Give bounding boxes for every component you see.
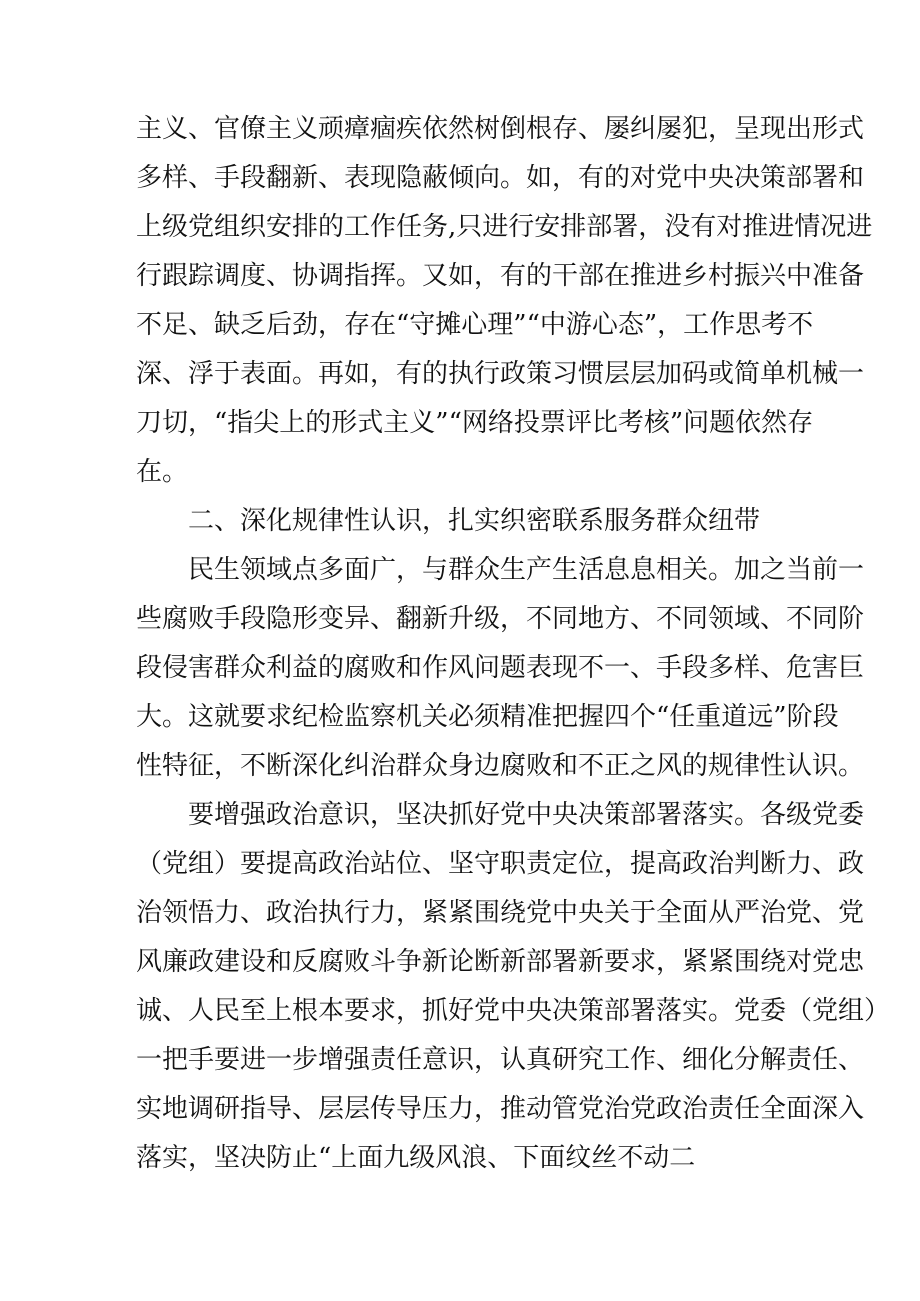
text-line: 多样、手段翻新、表现隐蔽倾向。如，有的对党中央决策部署和 xyxy=(136,163,865,193)
text-line: 民生领域点多面广，与群众生产生活息息相关。加之当前一 xyxy=(188,555,865,585)
text-line: 一把手要进一步增强责任意识，认真研究工作、细化分解责任、 xyxy=(136,1045,865,1075)
text-line: （党组）要提高政治站位、坚守职责定位，提高政治判断力、政 xyxy=(136,849,865,879)
text-line: 刀切，“指尖上的形式主义”“网络投票评比考核”问题依然存 xyxy=(136,408,814,438)
text-line: 行跟踪调度、协调指挥。又如，有的干部在推进乡村振兴中准备 xyxy=(136,261,865,291)
text-line: 大。这就要求纪检监察机关必须精准把握四个“任重道远”阶段 xyxy=(136,702,839,732)
text-line: 风廉政建设和反腐败斗争新论断新部署新要求，紧紧围绕对党忠 xyxy=(136,947,865,977)
text-line: 治领悟力、政治执行力，紧紧围绕党中央关于全面从严治党、党 xyxy=(136,898,865,928)
text-line: 要增强政治意识，坚决抓好党中央决策部署落实。各级党委 xyxy=(188,800,865,830)
text-line: 诚、人民至上根本要求，抓好党中央决策部署落实。党委（党组） xyxy=(136,996,891,1026)
text-line: 上级党组织安排的工作任务,只进行安排部署，没有对推进情况进 xyxy=(136,212,873,242)
text-line: 在。 xyxy=(136,457,189,487)
text-line: 主义、官僚主义顽瘴痼疾依然树倒根存、屡纠屡犯，呈现出形式 xyxy=(136,114,865,144)
text-line: 落实，坚决防止“上面九级风浪、下面纹丝不动二 xyxy=(136,1143,696,1173)
text-line: 些腐败手段隐形变异、翻新升级，不同地方、不同领域、不同阶 xyxy=(136,604,865,634)
text-line: 段侵害群众利益的腐败和作风问题表现不一、手段多样、危害巨 xyxy=(136,653,865,683)
text-line: 实地调研指导、层层传导压力，推动管党治党政治责任全面深入 xyxy=(136,1094,865,1124)
text-line: 不足、缺乏后劲，存在“守摊心理”“中游心态”，工作思考不 xyxy=(136,310,814,340)
text-line: 深、浮于表面。再如，有的执行政策习惯层层加码或简单机械一 xyxy=(136,359,865,389)
section-heading: 二、深化规律性认识，扎实织密联系服务群众纽带 xyxy=(188,506,761,536)
text-line: 性特征，不断深化纠治群众身边腐败和不正之风的规律性认识。 xyxy=(136,751,865,781)
